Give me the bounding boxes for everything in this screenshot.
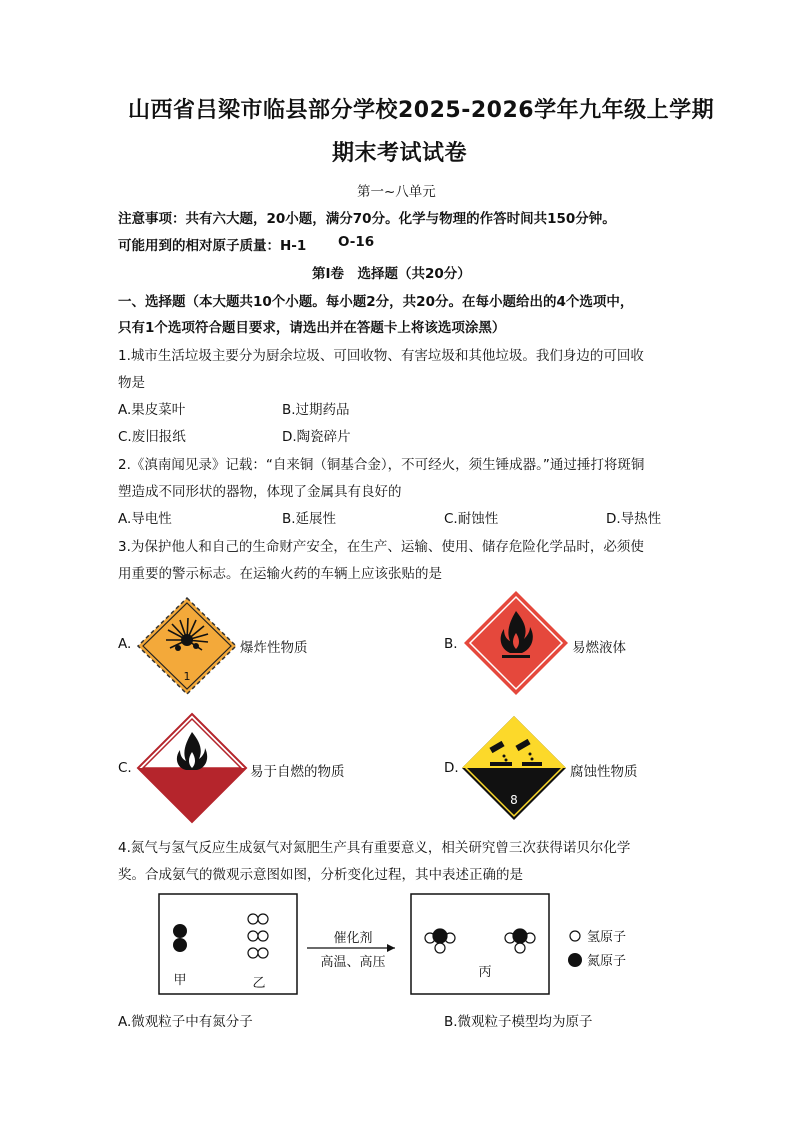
q1-stem-line1: 1.城市生活垃圾主要分为厨余垃圾、可回收物、有害垃圾和其他垃圾。我们身边的可回收 [118,348,644,364]
notice-text: 注意事项：共有六大题，20小题，满分70分。化学与物理的作答时间共150分钟。 [118,211,616,227]
q3-option-a-label: 爆炸性物质 [240,640,308,656]
spontaneous-combustion-sign-icon [136,712,248,824]
legend-nitrogen: 氮原子 [587,954,627,969]
q3-option-d-label: 腐蚀性物质 [570,764,638,780]
q3-stem-line1: 3.为保护他人和自己的生命财产安全，在生产、运输、使用、储存危险化学品时，必须使 [118,539,644,555]
section-heading-line2: 只有1个选项符合题目要求，请选出并在答题卡上将该选项涂黑） [118,320,506,336]
label-yi: 乙 [252,976,266,991]
section-heading-line1: 一、选择题（本大题共10个小题。每小题2分，共20分。在每小题给出的4个选项中， [118,294,634,310]
q3-option-b-label: 易燃液体 [572,640,626,656]
q3-option-d-letter: D. [444,760,459,776]
label-bing: 丙 [478,965,492,980]
q2-stem-line2: 塑造成不同形状的器物，体现了金属具有良好的 [118,484,402,500]
q3-option-c-letter: C. [118,760,132,776]
q1-option-b: B.过期药品 [282,402,350,418]
atomic-mass-label: 可能用到的相对原子质量：H-1 [118,238,307,254]
flammable-liquid-sign-icon [462,589,570,697]
q3-option-c-label: 易于自燃的物质 [250,764,345,780]
q1-stem-line2: 物是 [118,375,145,391]
q2-option-b: B.延展性 [282,511,337,527]
unit-label: 第一~八单元 [357,184,436,200]
q3-option-a-number: 1 [183,670,191,683]
page-title-line1: 山西省吕梁市临县部分学校2025-2026学年九年级上学期 [128,98,715,123]
q4-option-b: B.微观粒子模型均为原子 [444,1014,593,1030]
q3-option-d-number: 8 [510,793,518,807]
q1-option-c: C.废旧报纸 [118,429,186,445]
q4-stem-line2: 奖。合成氨气的微观示意图如图，分析变化过程，其中表述正确的是 [118,867,523,883]
corrosive-sign-icon [460,714,568,822]
catalyst-label: 催化剂 [333,931,373,946]
volume-title: 第Ⅰ卷 选择题（共20分） [312,266,471,282]
q2-option-a: A.导电性 [118,511,172,527]
atomic-mass-o: O-16 [338,234,375,250]
legend-hydrogen: 氢原子 [587,930,627,945]
q3-stem-line2: 用重要的警示标志。在运输火药的车辆上应该张贴的是 [118,566,442,582]
page-title-line2: 期末考试试卷 [332,141,468,166]
q1-option-d: D.陶瓷碎片 [282,429,351,445]
label-jia: 甲 [173,973,187,988]
q4-option-a: A.微观粒子中有氮分子 [118,1014,253,1030]
q2-option-d: D.导热性 [606,511,662,527]
q4-stem-line1: 4.氮气与氢气反应生成氨气对氮肥生产具有重要意义，相关研究曾三次获得诺贝尔化学 [118,840,631,856]
q1-option-a: A.果皮菜叶 [118,402,186,418]
q3-option-a-letter: A. [118,636,132,652]
q3-option-b-letter: B. [444,636,458,652]
q2-option-c: C.耐蚀性 [444,511,499,527]
q2-stem-line1: 2.《滇南闻见录》记载：“自来铜（铜基合金），不可经火，须生锤成器。”通过捶打将斑铜 [118,457,645,473]
ammonia-synthesis-diagram [155,890,645,1002]
explosive-sign-icon [136,596,238,696]
conditions-label: 高温、高压 [320,955,386,970]
